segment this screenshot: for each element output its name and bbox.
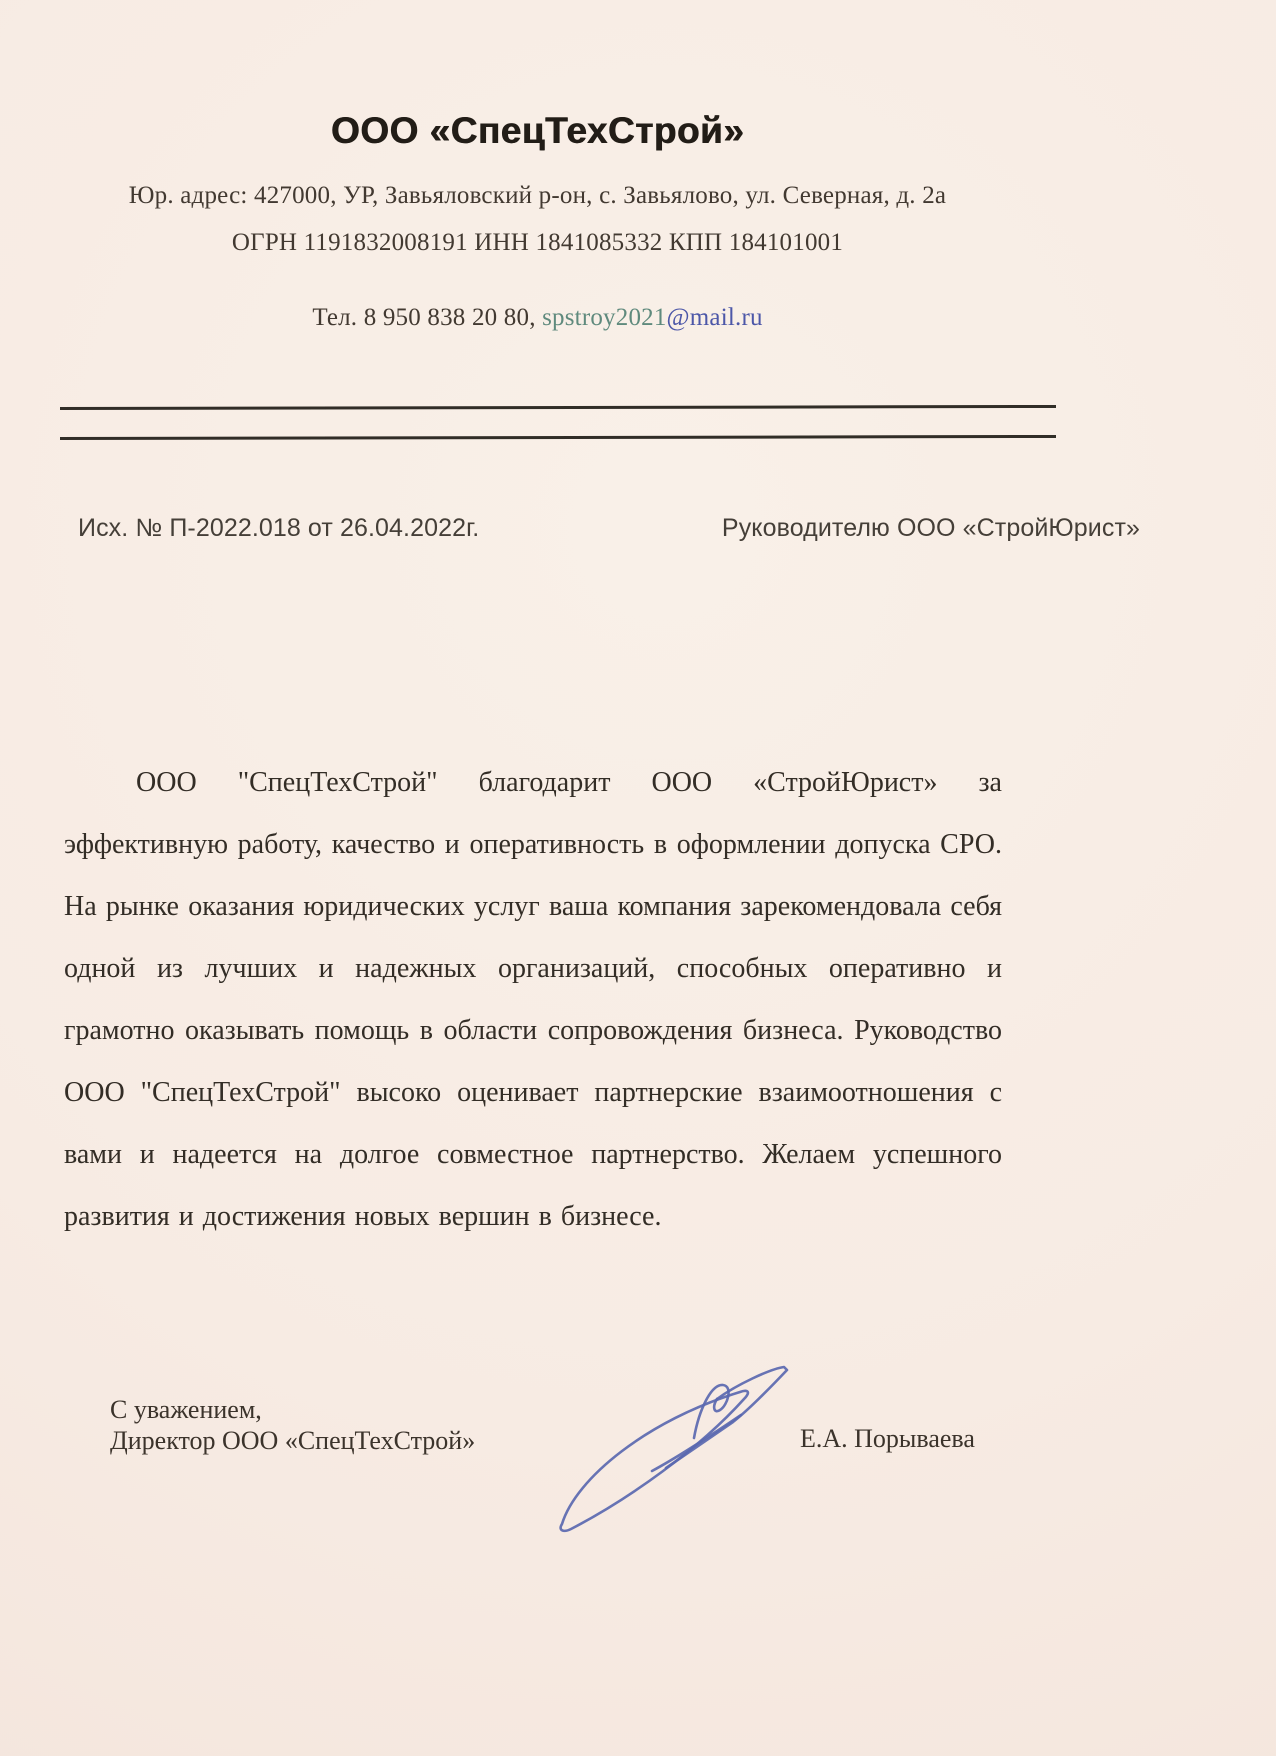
signer-name: Е.А. Порываева bbox=[800, 1424, 975, 1453]
legal-address-line: Юр. адрес: 427000, УР, Завьяловский р-он, с. Завьялово, ул. Северная, д. 2а bbox=[128, 182, 947, 209]
outgoing-number: Исх. № П-2022.018 от 26.04.2022г. bbox=[78, 514, 480, 542]
divider-line-bottom bbox=[60, 435, 1056, 440]
signer-position: Директор ООО «СпецТехСтрой» bbox=[110, 1426, 476, 1455]
registration-numbers-line: ОГРН 1191832008191 ИНН 1841085332 КПП 184101001 bbox=[231, 229, 844, 256]
email-address-user: spstroy2021 bbox=[542, 304, 667, 331]
phone-email-line bbox=[0, 304, 1075, 332]
closing-block bbox=[110, 1394, 475, 1456]
divider-line-top bbox=[60, 405, 1056, 410]
phone-number: Тел. 8 950 838 20 80, bbox=[312, 304, 543, 331]
reference-row bbox=[78, 514, 1140, 543]
addressee: Руководителю ООО «СтройЮрист» bbox=[721, 514, 1140, 542]
company-title: ООО «СпецТехСтрой» bbox=[330, 110, 745, 151]
letter-body-paragraph: ООО "СпецТехСтрой" благодарит ООО «СтройЮрист» за эффективную работу, качество и оперативность в оформлении допуска СРО. На рынке оказания юридических услуг ваша компания зарекомендовала себя одной из лучших и надежных организаций, способных оперативно и грамотно оказывать помощь в области сопровождения бизнеса. Руководство ООО "СпецТехСтрой" высоко оценивает партнерские взаимоотношения с вами и надеется на долгое совместное партнерство. Желаем успешного развития и достижения новых вершин в бизнесе. bbox=[64, 767, 1002, 1232]
email-address-domain: @mail.ru bbox=[666, 304, 763, 331]
signature-image bbox=[478, 1358, 818, 1548]
closing-line: С уважением, bbox=[110, 1395, 262, 1424]
